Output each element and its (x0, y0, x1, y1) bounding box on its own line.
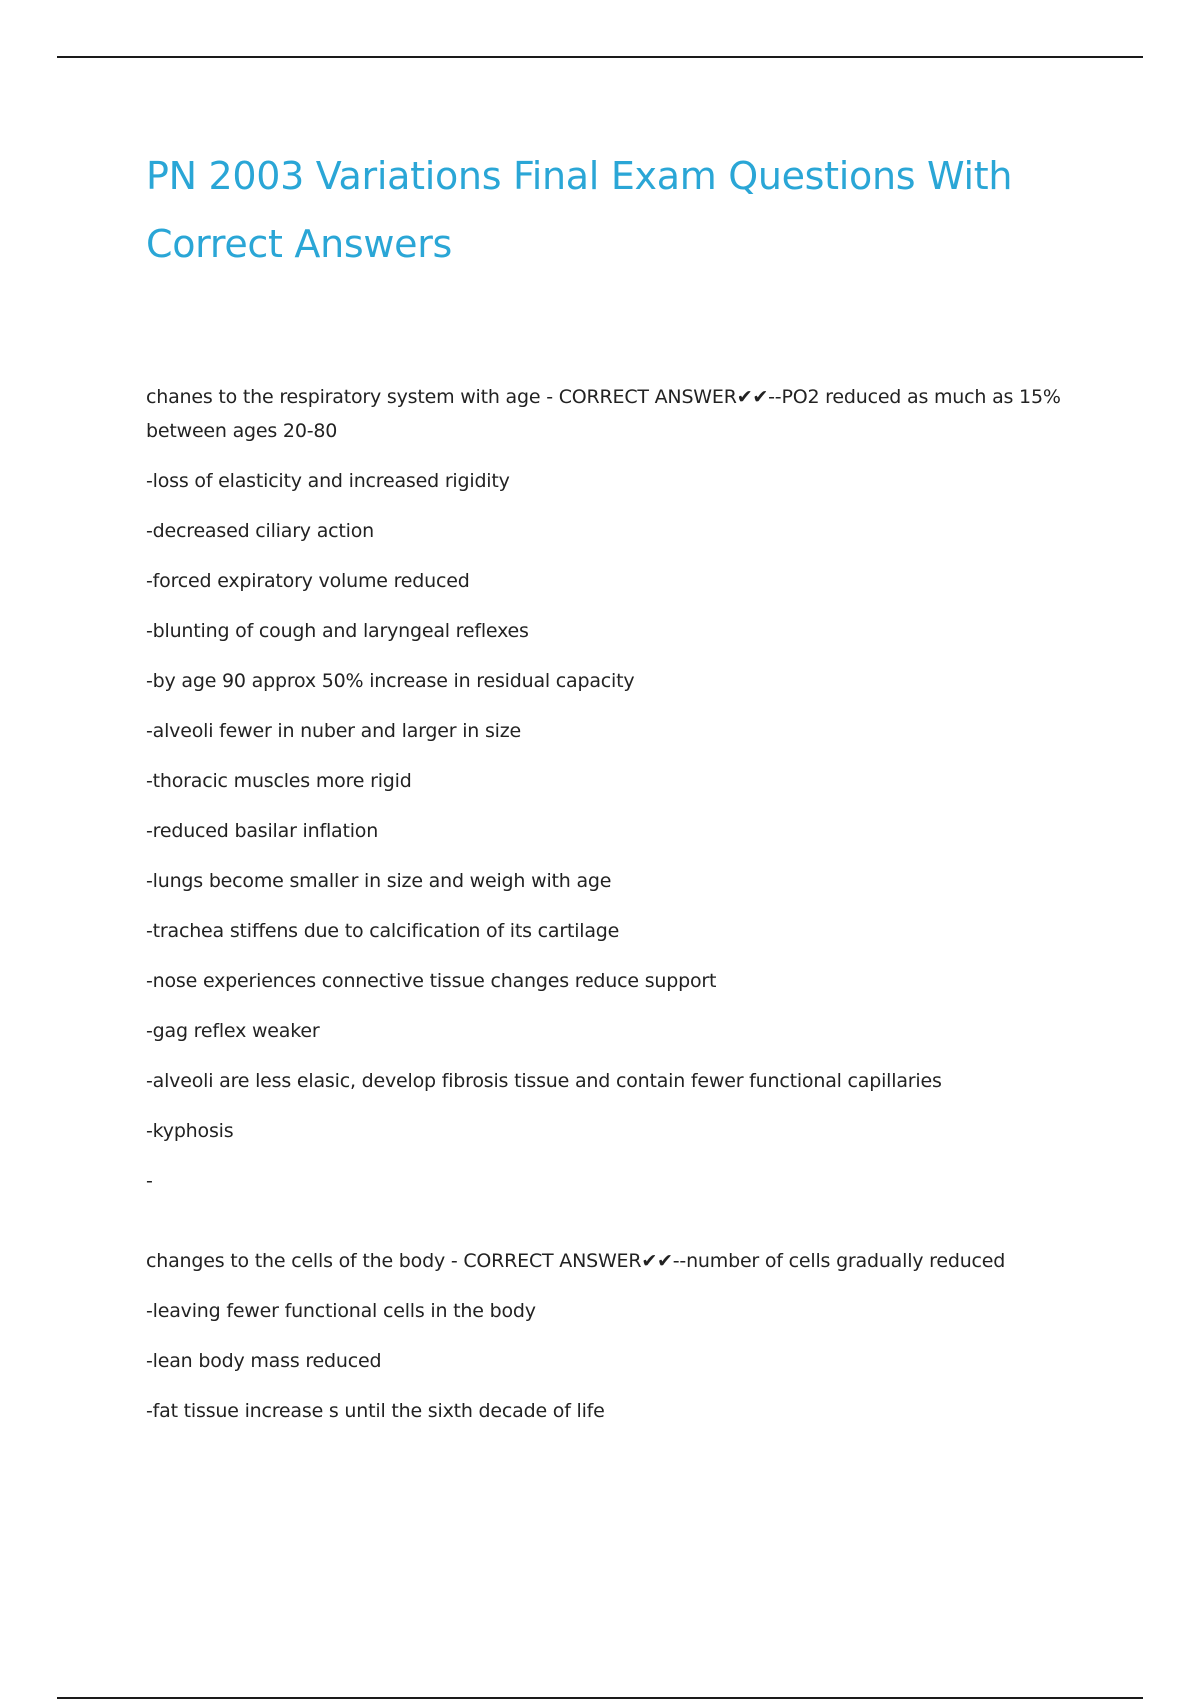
answer-line: -by age 90 approx 50% increase in residual capacity (146, 670, 635, 692)
answer-line: -fat tissue increase s until the sixth decade of life (146, 1400, 605, 1422)
header-rule (57, 56, 1143, 58)
answer-line: -blunting of cough and laryngeal reflexes (146, 620, 529, 642)
answer-line: -trachea stiffens due to calcification of its cartilage (146, 920, 620, 942)
answer-line: - (146, 1170, 153, 1192)
answer-line: -kyphosis (146, 1120, 234, 1142)
footer-rule (57, 1697, 1143, 1699)
answer-line: -gag reflex weaker (146, 1020, 320, 1042)
answer-line: -lungs become smaller in size and weigh with age (146, 870, 612, 892)
question-block-cells (146, 1244, 1086, 1428)
document-title: PN 2003 Variations Final Exam Questions With Correct Answers (146, 154, 1013, 266)
answer-line: -nose experiences connective tissue changes reduce support (146, 970, 717, 992)
answer-line: -lean body mass reduced (146, 1350, 382, 1372)
answer-line: -reduced basilar inflation (146, 820, 379, 842)
answer-line: -decreased ciliary action (146, 520, 374, 542)
answer-line: -forced expiratory volume reduced (146, 570, 470, 592)
question-line: chanes to the respiratory system with age - CORRECT ANSWER✔✔--PO2 reduced as much as 15% between ages 20-80 (146, 386, 1061, 442)
answer-line: -leaving fewer functional cells in the body (146, 1300, 536, 1322)
question-block-respiratory (146, 380, 1086, 1198)
document-body (146, 380, 1086, 1428)
answer-line: -alveoli fewer in nuber and larger in size (146, 720, 522, 742)
question-line: changes to the cells of the body - CORRECT ANSWER✔✔--number of cells gradually reduced (146, 1250, 1006, 1272)
answer-line: -thoracic muscles more rigid (146, 770, 412, 792)
answer-line: -loss of elasticity and increased rigidity (146, 470, 510, 492)
answer-line: -alveoli are less elasic, develop fibrosis tissue and contain fewer functional capillaries (146, 1070, 942, 1092)
